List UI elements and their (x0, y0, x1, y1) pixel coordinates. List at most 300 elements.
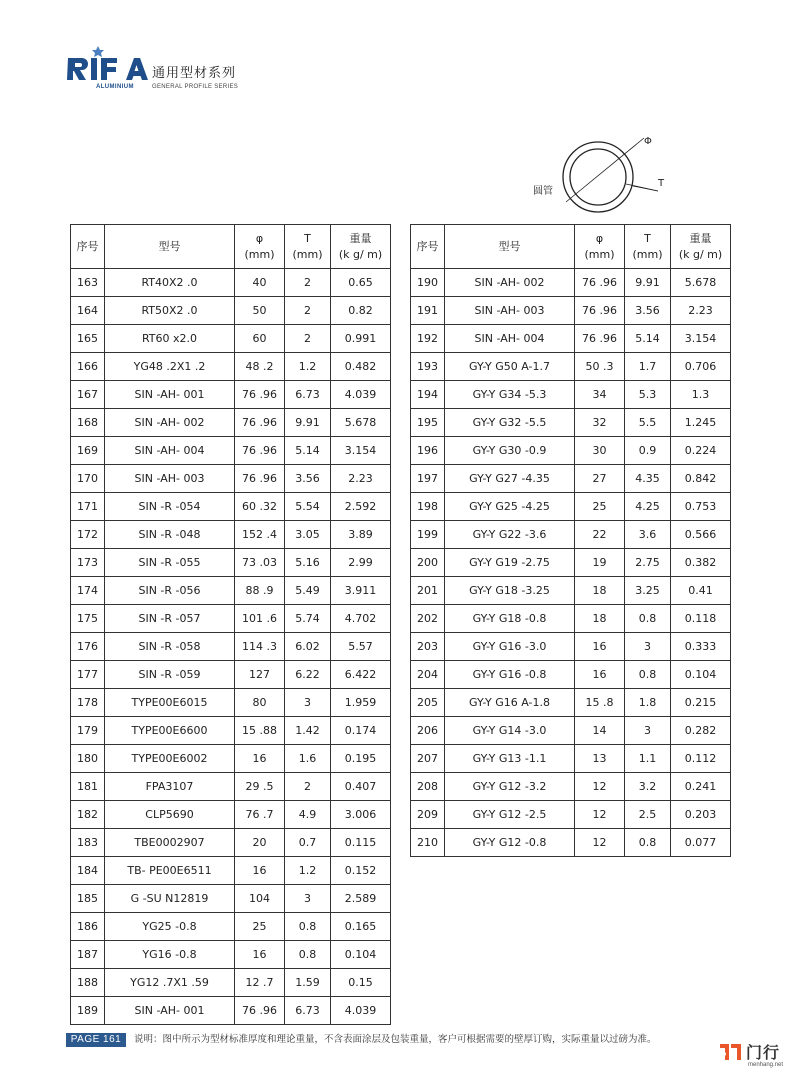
cell-thickness: 0.8 (625, 605, 671, 633)
table-row (71, 269, 391, 297)
table-row (411, 325, 731, 353)
cell-index: 167 (71, 381, 105, 409)
col-header-phi-unit: (mm) (244, 247, 275, 261)
cell-phi: 101 .6 (235, 605, 285, 633)
cell-model: TB- PE00E6511 (105, 857, 235, 885)
cell-model: SIN -AH- 002 (445, 269, 575, 297)
cell-thickness: 2 (285, 325, 331, 353)
cell-index: 166 (71, 353, 105, 381)
watermark (718, 1040, 802, 1076)
cell-thickness: 3 (625, 717, 671, 745)
cell-weight: 3.154 (671, 325, 731, 353)
table-row (71, 885, 391, 913)
cell-phi: 76 .96 (235, 381, 285, 409)
cell-model: SIN -AH- 003 (105, 465, 235, 493)
cell-model: CLP5690 (105, 801, 235, 829)
cell-index: 207 (411, 745, 445, 773)
cell-index: 187 (71, 941, 105, 969)
cell-index: 174 (71, 577, 105, 605)
cell-weight: 0.112 (671, 745, 731, 773)
col-header-index: 序号 (71, 225, 105, 269)
cell-thickness: 1.1 (625, 745, 671, 773)
cell-thickness: 6.73 (285, 997, 331, 1025)
cell-index: 163 (71, 269, 105, 297)
cell-thickness: 5.14 (285, 437, 331, 465)
cell-weight: 1.959 (331, 689, 391, 717)
cell-phi: 19 (575, 549, 625, 577)
table-row (71, 577, 391, 605)
cell-model: YG12 .7X1 .59 (105, 969, 235, 997)
cell-index: 209 (411, 801, 445, 829)
watermark-logo-icon (718, 1040, 744, 1064)
cell-phi: 16 (575, 633, 625, 661)
cell-index: 197 (411, 465, 445, 493)
cell-thickness: 5.74 (285, 605, 331, 633)
table-row (71, 325, 391, 353)
series-title (152, 62, 238, 90)
cell-model: RT60 x2.0 (105, 325, 235, 353)
cell-weight: 1.245 (671, 409, 731, 437)
cell-index: 175 (71, 605, 105, 633)
cell-weight: 0.842 (671, 465, 731, 493)
cell-weight: 0.407 (331, 773, 391, 801)
cell-weight: 0.65 (331, 269, 391, 297)
cell-phi: 18 (575, 605, 625, 633)
cell-index: 200 (411, 549, 445, 577)
cell-weight: 0.215 (671, 689, 731, 717)
col-header-model: 型号 (105, 225, 235, 269)
cell-phi: 48 .2 (235, 353, 285, 381)
cell-weight: 0.165 (331, 913, 391, 941)
cell-weight: 0.224 (671, 437, 731, 465)
cell-thickness: 1.8 (625, 689, 671, 717)
cell-index: 191 (411, 297, 445, 325)
table-row (411, 381, 731, 409)
cell-thickness: 5.14 (625, 325, 671, 353)
cell-thickness: 4.25 (625, 493, 671, 521)
cell-weight: 0.174 (331, 717, 391, 745)
cell-phi: 60 (235, 325, 285, 353)
cell-model: RT40X2 .0 (105, 269, 235, 297)
table-row (71, 997, 391, 1025)
col-header-t-unit: (mm) (292, 247, 323, 261)
cell-phi: 32 (575, 409, 625, 437)
cell-phi: 104 (235, 885, 285, 913)
cell-weight: 0.241 (671, 773, 731, 801)
cell-phi: 76 .96 (235, 465, 285, 493)
cell-phi: 16 (235, 745, 285, 773)
table-row (411, 549, 731, 577)
cell-model: GY-Y G12 -3.2 (445, 773, 575, 801)
footnote: 说明：图中所示为型材标准厚度和理论重量，不含表面涂层及包装重量，客户可根据需要的壁厚订购，实际重量以过磅为准。 (134, 1034, 657, 1045)
cell-index: 184 (71, 857, 105, 885)
table-row (71, 381, 391, 409)
rifa-logo (66, 44, 156, 90)
cell-index: 195 (411, 409, 445, 437)
cell-model: SIN -AH- 004 (105, 437, 235, 465)
cell-thickness: 2 (285, 773, 331, 801)
cell-thickness: 1.6 (285, 745, 331, 773)
cell-weight: 0.482 (331, 353, 391, 381)
cell-phi: 73 .03 (235, 549, 285, 577)
thickness-line-b (633, 186, 658, 191)
cell-thickness: 3 (285, 885, 331, 913)
table-row (71, 773, 391, 801)
diagram-label-t: T (658, 178, 665, 189)
cell-weight: 5.678 (331, 409, 391, 437)
cell-model: SIN -AH- 004 (445, 325, 575, 353)
cell-phi: 16 (235, 857, 285, 885)
cell-index: 165 (71, 325, 105, 353)
cell-weight: 0.566 (671, 521, 731, 549)
cell-model: SIN -AH- 001 (105, 997, 235, 1025)
cell-model: GY-Y G16 -3.0 (445, 633, 575, 661)
cell-weight: 3.911 (331, 577, 391, 605)
cell-phi: 127 (235, 661, 285, 689)
cell-phi: 20 (235, 829, 285, 857)
cell-model: GY-Y G32 -5.5 (445, 409, 575, 437)
col-header-phi (235, 225, 285, 269)
cell-index: 176 (71, 633, 105, 661)
cell-index: 180 (71, 745, 105, 773)
cell-phi: 12 .7 (235, 969, 285, 997)
cell-index: 203 (411, 633, 445, 661)
cell-phi: 22 (575, 521, 625, 549)
cell-model: TBE0002907 (105, 829, 235, 857)
cell-phi: 60 .32 (235, 493, 285, 521)
cell-weight: 0.104 (331, 941, 391, 969)
table-row (411, 269, 731, 297)
col-header-w-unit: (k g/ m) (678, 247, 723, 261)
table-row (71, 717, 391, 745)
cell-phi: 12 (575, 829, 625, 857)
cell-weight: 0.203 (671, 801, 731, 829)
table-row (71, 297, 391, 325)
table-row (71, 493, 391, 521)
cell-weight: 0.104 (671, 661, 731, 689)
col-header-w-label: 重量 (349, 231, 372, 245)
cell-weight: 2.589 (331, 885, 391, 913)
cell-model: GY-Y G13 -1.1 (445, 745, 575, 773)
cell-model: SIN -R -048 (105, 521, 235, 549)
cell-phi: 14 (575, 717, 625, 745)
cell-thickness: 5.49 (285, 577, 331, 605)
table-row (411, 801, 731, 829)
cell-phi: 76 .7 (235, 801, 285, 829)
cell-thickness: 1.7 (625, 353, 671, 381)
cell-thickness: 4.9 (285, 801, 331, 829)
spec-table-right-body (411, 269, 731, 857)
watermark-text: 门行 (746, 1043, 781, 1062)
cell-thickness: 3.2 (625, 773, 671, 801)
cell-weight: 2.592 (331, 493, 391, 521)
round-tube-diagram (528, 128, 678, 218)
col-header-phi (575, 225, 625, 269)
tube-outer-circle (563, 142, 633, 212)
cell-phi: 15 .8 (575, 689, 625, 717)
cell-model: SIN -R -058 (105, 633, 235, 661)
table-row (411, 605, 731, 633)
cell-model: TYPE00E6600 (105, 717, 235, 745)
cell-model: GY-Y G25 -4.25 (445, 493, 575, 521)
table-row (71, 913, 391, 941)
cell-model: GY-Y G16 A-1.8 (445, 689, 575, 717)
cell-weight: 0.82 (331, 297, 391, 325)
spec-table-right (410, 224, 731, 857)
table-row (71, 409, 391, 437)
cell-index: 179 (71, 717, 105, 745)
spec-table-left (70, 224, 391, 1025)
table-row (71, 829, 391, 857)
cell-weight: 5.57 (331, 633, 391, 661)
cell-phi: 40 (235, 269, 285, 297)
cell-index: 201 (411, 577, 445, 605)
cell-thickness: 0.8 (285, 913, 331, 941)
cell-phi: 76 .96 (575, 325, 625, 353)
cell-index: 202 (411, 605, 445, 633)
page-number-badge: PAGE 161 (66, 1033, 126, 1047)
table-row (411, 465, 731, 493)
cell-model: TYPE00E6015 (105, 689, 235, 717)
cell-weight: 6.422 (331, 661, 391, 689)
cell-model: FPA3107 (105, 773, 235, 801)
table-row (71, 689, 391, 717)
cell-index: 183 (71, 829, 105, 857)
table-row (71, 549, 391, 577)
cell-weight: 0.991 (331, 325, 391, 353)
cell-index: 199 (411, 521, 445, 549)
table-row (411, 717, 731, 745)
cell-phi: 76 .96 (235, 437, 285, 465)
table-row (71, 633, 391, 661)
cell-phi: 50 (235, 297, 285, 325)
cell-model: GY-Y G30 -0.9 (445, 437, 575, 465)
cell-thickness: 3.25 (625, 577, 671, 605)
cell-thickness: 1.2 (285, 857, 331, 885)
cell-weight: 0.753 (671, 493, 731, 521)
cell-model: GY-Y G12 -2.5 (445, 801, 575, 829)
col-header-phi-symbol: φ (255, 231, 264, 245)
cell-model: SIN -R -059 (105, 661, 235, 689)
cell-phi: 29 .5 (235, 773, 285, 801)
cell-weight: 0.118 (671, 605, 731, 633)
cell-index: 172 (71, 521, 105, 549)
cell-weight: 0.152 (331, 857, 391, 885)
cell-index: 178 (71, 689, 105, 717)
cell-index: 198 (411, 493, 445, 521)
table-header-row (71, 225, 391, 269)
cell-model: SIN -R -055 (105, 549, 235, 577)
cell-weight: 2.23 (331, 465, 391, 493)
cell-index: 186 (71, 913, 105, 941)
cell-thickness: 0.7 (285, 829, 331, 857)
cell-phi: 25 (235, 913, 285, 941)
cell-model: SIN -R -057 (105, 605, 235, 633)
cell-phi: 76 .96 (235, 997, 285, 1025)
series-title-cn: 通用型材系列 (152, 66, 237, 81)
cell-index: 190 (411, 269, 445, 297)
cell-phi: 12 (575, 801, 625, 829)
cell-thickness: 2.75 (625, 549, 671, 577)
cell-thickness: 3.56 (625, 297, 671, 325)
cell-index: 205 (411, 689, 445, 717)
cell-weight: 0.15 (331, 969, 391, 997)
cell-phi: 15 .88 (235, 717, 285, 745)
cell-thickness: 6.02 (285, 633, 331, 661)
cell-weight: 3.006 (331, 801, 391, 829)
cell-phi: 76 .96 (575, 297, 625, 325)
cell-thickness: 1.2 (285, 353, 331, 381)
cell-thickness: 9.91 (625, 269, 671, 297)
cell-index: 173 (71, 549, 105, 577)
cell-index: 177 (71, 661, 105, 689)
cell-weight: 3.154 (331, 437, 391, 465)
cell-model: GY-Y G18 -3.25 (445, 577, 575, 605)
cell-index: 194 (411, 381, 445, 409)
cell-weight: 0.333 (671, 633, 731, 661)
diagram-label-shape: 圆管 (533, 186, 553, 197)
table-row (411, 829, 731, 857)
table-row (411, 773, 731, 801)
table-row (71, 801, 391, 829)
table-row (411, 633, 731, 661)
table-row (411, 689, 731, 717)
cell-model: GY-Y G22 -3.6 (445, 521, 575, 549)
cell-thickness: 5.54 (285, 493, 331, 521)
table-row (71, 941, 391, 969)
table-row (411, 521, 731, 549)
cell-phi: 13 (575, 745, 625, 773)
cell-model: YG48 .2X1 .2 (105, 353, 235, 381)
cell-thickness: 2 (285, 269, 331, 297)
cell-thickness: 5.5 (625, 409, 671, 437)
cell-weight: 4.039 (331, 997, 391, 1025)
cell-thickness: 5.16 (285, 549, 331, 577)
cell-weight: 0.41 (671, 577, 731, 605)
cell-thickness: 6.73 (285, 381, 331, 409)
cell-thickness: 4.35 (625, 465, 671, 493)
cell-phi: 30 (575, 437, 625, 465)
cell-weight: 0.115 (331, 829, 391, 857)
cell-index: 208 (411, 773, 445, 801)
cell-index: 192 (411, 325, 445, 353)
col-header-thickness (625, 225, 671, 269)
cell-phi: 27 (575, 465, 625, 493)
cell-index: 210 (411, 829, 445, 857)
cell-model: SIN -R -056 (105, 577, 235, 605)
cell-thickness: 0.8 (625, 661, 671, 689)
col-header-thickness (285, 225, 331, 269)
cell-phi: 114 .3 (235, 633, 285, 661)
cell-phi: 12 (575, 773, 625, 801)
cell-weight: 0.077 (671, 829, 731, 857)
col-header-index: 序号 (411, 225, 445, 269)
table-row (411, 577, 731, 605)
cell-model: GY-Y G16 -0.8 (445, 661, 575, 689)
table-row (71, 857, 391, 885)
cell-model: GY-Y G34 -5.3 (445, 381, 575, 409)
cell-thickness: 0.8 (625, 829, 671, 857)
cell-thickness: 6.22 (285, 661, 331, 689)
table-row (411, 297, 731, 325)
cell-thickness: 3.05 (285, 521, 331, 549)
cell-phi: 76 .96 (235, 409, 285, 437)
cell-thickness: 3.56 (285, 465, 331, 493)
cell-model: G -SU N12819 (105, 885, 235, 913)
cell-model: SIN -AH- 001 (105, 381, 235, 409)
cell-index: 168 (71, 409, 105, 437)
cell-index: 171 (71, 493, 105, 521)
cell-phi: 16 (575, 661, 625, 689)
cell-thickness: 3.6 (625, 521, 671, 549)
cell-thickness: 3 (285, 689, 331, 717)
cell-thickness: 2.5 (625, 801, 671, 829)
cell-thickness: 1.42 (285, 717, 331, 745)
cell-index: 164 (71, 297, 105, 325)
cell-weight: 0.195 (331, 745, 391, 773)
cell-model: YG25 -0.8 (105, 913, 235, 941)
cell-index: 196 (411, 437, 445, 465)
cell-weight: 2.99 (331, 549, 391, 577)
cell-phi: 76 .96 (575, 269, 625, 297)
table-row (71, 465, 391, 493)
table-row (411, 353, 731, 381)
logo-sub-text: ALUMINIUM (96, 84, 134, 90)
col-header-t-unit: (mm) (632, 247, 663, 261)
col-header-model: 型号 (445, 225, 575, 269)
table-row (411, 661, 731, 689)
watermark-domain: menhang.net (748, 1062, 784, 1068)
cell-index: 193 (411, 353, 445, 381)
table-row (411, 493, 731, 521)
table-row (411, 745, 731, 773)
cell-model: SIN -AH- 003 (445, 297, 575, 325)
cell-index: 170 (71, 465, 105, 493)
cell-weight: 1.3 (671, 381, 731, 409)
cell-index: 182 (71, 801, 105, 829)
series-title-en: GENERAL PROFILE SERIES (152, 84, 239, 90)
cell-phi: 18 (575, 577, 625, 605)
table-row (71, 605, 391, 633)
cell-thickness: 0.9 (625, 437, 671, 465)
cell-phi: 16 (235, 941, 285, 969)
diagram-label-phi: Φ (644, 136, 652, 147)
col-header-weight (331, 225, 391, 269)
cell-model: TYPE00E6002 (105, 745, 235, 773)
cell-phi: 25 (575, 493, 625, 521)
cell-phi: 80 (235, 689, 285, 717)
cell-model: GY-Y G18 -0.8 (445, 605, 575, 633)
cell-model: GY-Y G50 A-1.7 (445, 353, 575, 381)
cell-index: 189 (71, 997, 105, 1025)
table-row (71, 437, 391, 465)
cell-model: GY-Y G27 -4.35 (445, 465, 575, 493)
cell-thickness: 3 (625, 633, 671, 661)
cell-model: RT50X2 .0 (105, 297, 235, 325)
cell-phi: 50 .3 (575, 353, 625, 381)
cell-weight: 3.89 (331, 521, 391, 549)
col-header-w-unit: (k g/ m) (338, 247, 383, 261)
cell-weight: 0.382 (671, 549, 731, 577)
col-header-t-symbol: T (644, 231, 651, 245)
cell-thickness: 1.59 (285, 969, 331, 997)
cell-weight: 0.706 (671, 353, 731, 381)
cell-thickness: 9.91 (285, 409, 331, 437)
table-row (71, 969, 391, 997)
col-header-w-label: 重量 (689, 231, 712, 245)
cell-model: GY-Y G14 -3.0 (445, 717, 575, 745)
table-row (71, 521, 391, 549)
